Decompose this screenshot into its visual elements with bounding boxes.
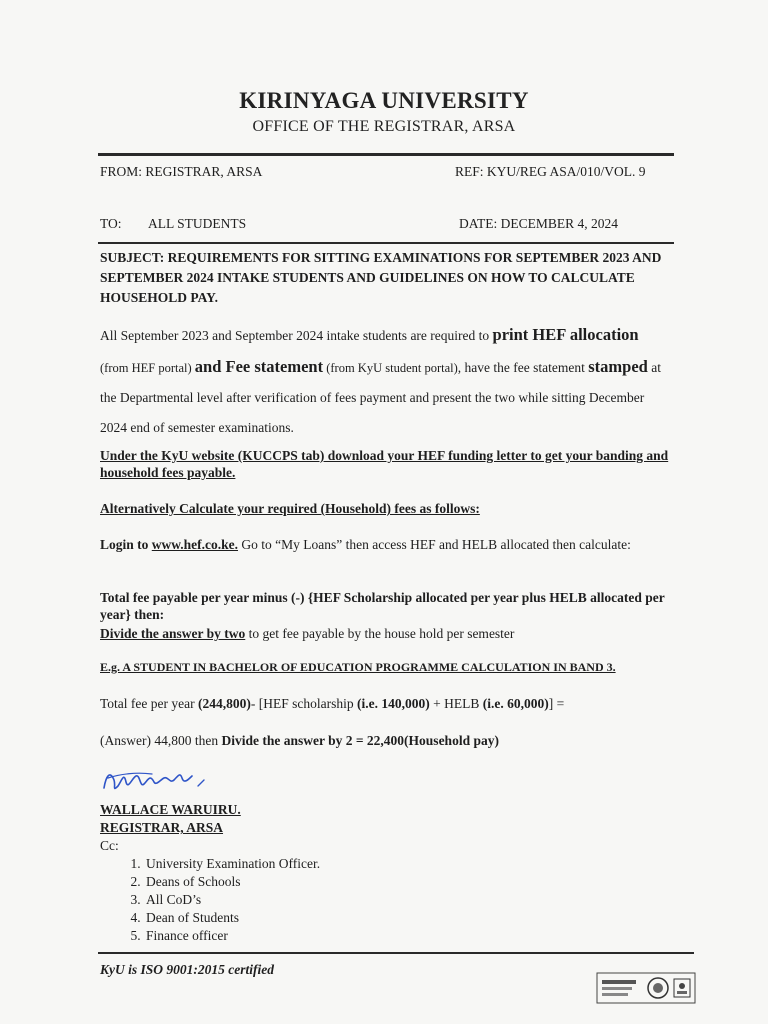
signatory-title: REGISTRAR, ARSA: [100, 820, 224, 835]
cc-item: 1. University Examination Officer.: [144, 855, 320, 873]
institution-name: KIRINYAGA UNIVERSITY: [239, 88, 529, 113]
p1-hef-portal: (from HEF portal): [100, 360, 195, 375]
alternative-heading: Alternatively Calculate your required (Household) fees as follows:: [100, 501, 480, 516]
calc-b: (244,800): [198, 696, 251, 711]
memo-from: FROM: REGISTRAR, ARSA: [100, 164, 263, 179]
memo-date: DATE: DECEMBER 4, 2024: [459, 216, 619, 231]
p1-stamped: stamped: [588, 356, 648, 376]
login-instruction: [100, 536, 670, 553]
divide-text-a: Divide the answer by two: [100, 626, 246, 641]
calc-a: Total fee per year: [100, 696, 198, 711]
memo-to-label: TO:: [100, 216, 122, 231]
p1-text-f: , have the fee statement: [457, 359, 589, 375]
answer-line: [100, 732, 670, 749]
divide-instruction: [100, 625, 670, 642]
example-heading: E.g. A STUDENT IN BACHELOR OF EDUCATION PROGRAMME CALCULATION IN BAND 3.: [100, 660, 616, 674]
cc-item: 2. Deans of Schools: [144, 873, 320, 891]
certification-logos: [596, 972, 696, 1004]
p1-text-h: at the Departmental level after verification of fees payment and present the two while sitting December 2024 end of semester examinations.: [100, 359, 661, 435]
cc-label: Cc:: [100, 838, 119, 853]
footer-rule: [98, 952, 694, 954]
p1-text-a: All September 2023 and September 2024 intake students are required to: [100, 328, 493, 343]
calculation-line: [100, 695, 670, 712]
p1-student-portal: (from KyU student portal): [323, 360, 458, 375]
requirements-paragraph: [100, 320, 670, 442]
memo-ref: REF: KYU/REG ASA/010/VOL. 9: [455, 164, 646, 179]
cc-item: 3. All CoD’s: [144, 891, 320, 909]
header-rule: [98, 153, 674, 156]
signatory-name: WALLACE WARUIRU.: [100, 802, 241, 817]
calc-f: (i.e. 60,000): [482, 696, 549, 711]
office-name: OFFICE OF THE REGISTRAR, ARSA: [252, 118, 516, 135]
total-fee-formula: Total fee payable per year minus (-) {HEF Scholarship allocated per year plus HELB allocated per year} then:: [100, 590, 665, 622]
p1-fee-statement: and Fee statement: [194, 356, 324, 376]
calc-g: ] =: [548, 696, 565, 711]
kuccps-instruction: Under the KyU website (KUCCPS tab) download your HEF funding letter to get your banding and household fees payable.: [100, 448, 669, 480]
p1-print-hef: print HEF allocation: [492, 325, 639, 344]
answer-b: Divide the answer by 2 = 22,400(Household pay): [221, 733, 499, 748]
iso-certification: KyU is ISO 9001:2015 certified: [100, 962, 274, 977]
calc-e: + HELB: [429, 696, 483, 711]
cc-item: 5. Finance officer: [144, 927, 320, 945]
login-text-b: Go to “My Loans” then access HEF and HELB allocated then calculate:: [238, 537, 631, 552]
subject-rule: [98, 242, 674, 244]
memo-to-value: ALL STUDENTS: [148, 216, 247, 231]
registrar-signature: [96, 758, 216, 800]
cc-item: 4. Dean of Students: [144, 909, 320, 927]
divide-text-b: to get fee payable by the house hold per semester: [245, 626, 515, 641]
calc-c: - [HEF scholarship: [250, 696, 357, 711]
login-text-a: Login to: [100, 537, 152, 552]
hef-portal-link[interactable]: www.hef.co.ke.: [151, 537, 239, 552]
memo-subject: SUBJECT: REQUIREMENTS FOR SITTING EXAMINATIONS FOR SEPTEMBER 2023 AND SEPTEMBER 2024 INTAKE STUDENTS AND GUIDELINES ON HOW TO CALCULATE HOUSEHOLD PAY.: [100, 250, 662, 305]
answer-a: (Answer) 44,800 then: [100, 733, 222, 748]
cc-list: [100, 855, 320, 945]
calc-d: (i.e. 140,000): [356, 696, 430, 711]
